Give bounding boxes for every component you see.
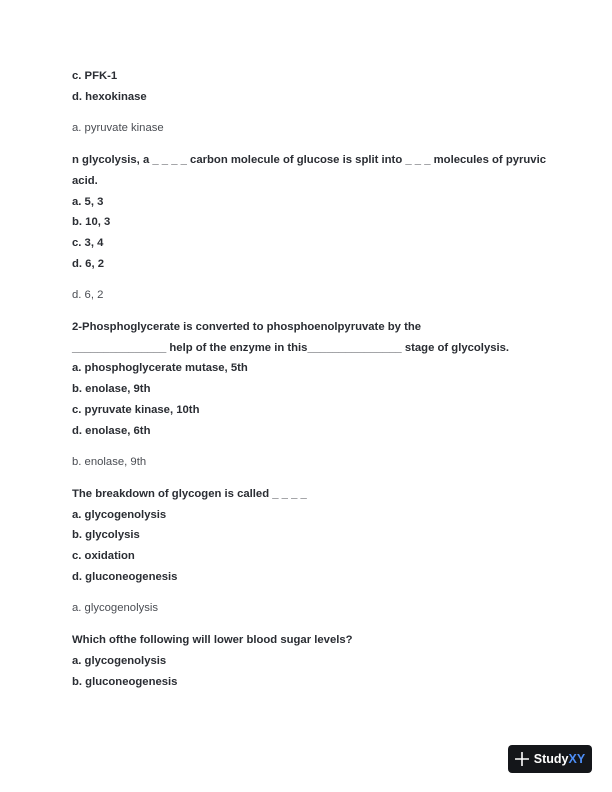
option-d: d. enolase, 6th — [72, 424, 151, 437]
studyxy-badge[interactable] — [508, 745, 592, 773]
option-b: b. 10, 3 — [72, 216, 111, 229]
option-b: b. glycolysis — [72, 529, 140, 542]
question-block — [72, 484, 552, 619]
option-d: d. hexokinase — [72, 90, 147, 103]
question-text-line-2: _______________ help of the enzyme in this_______________ stage of glycolysis. — [72, 341, 510, 354]
option-c: c. oxidation — [72, 550, 135, 563]
answer-text: a. glycogenolysis — [72, 602, 159, 615]
option-a: a. 5, 3 — [72, 195, 104, 208]
option-b: b. gluconeogenesis — [72, 675, 178, 688]
option-c: c. PFK-1 — [72, 70, 118, 82]
question-block — [72, 150, 552, 306]
question-block — [72, 630, 552, 692]
option-d: d. 6, 2 — [72, 257, 105, 270]
option-a: a. glycogenolysis — [72, 508, 167, 521]
question-text: n glycolysis, a _ _ _ _ carbon molecule of glucose is split into _ _ _ molecules of pyruvic acid. — [72, 154, 547, 187]
answer-text: d. 6, 2 — [72, 289, 104, 302]
option-b: b. enolase, 9th — [72, 383, 151, 396]
question-block — [72, 317, 552, 473]
brand-name: StudyXY — [533, 752, 586, 766]
option-c: c. pyruvate kinase, 10th — [72, 403, 200, 416]
option-a: a. phosphoglycerate mutase, 5th — [72, 362, 248, 375]
option-c: c. 3, 4 — [72, 236, 104, 249]
question-block — [72, 66, 552, 139]
plus-sparkle-icon — [515, 752, 529, 766]
question-text: Which ofthe following will lower blood sugar levels? — [72, 634, 353, 647]
question-text-line-1: 2-Phosphoglycerate is converted to phosphoenolpyruvate by the — [72, 321, 422, 334]
question-text: The breakdown of glycogen is called _ _ _ _ — [72, 487, 307, 500]
option-a: a. glycogenolysis — [72, 654, 167, 667]
option-d: d. gluconeogenesis — [72, 570, 178, 583]
answer-text: b. enolase, 9th — [72, 456, 147, 469]
answer-text: a. pyruvate kinase — [72, 122, 164, 135]
document-page — [72, 66, 552, 692]
